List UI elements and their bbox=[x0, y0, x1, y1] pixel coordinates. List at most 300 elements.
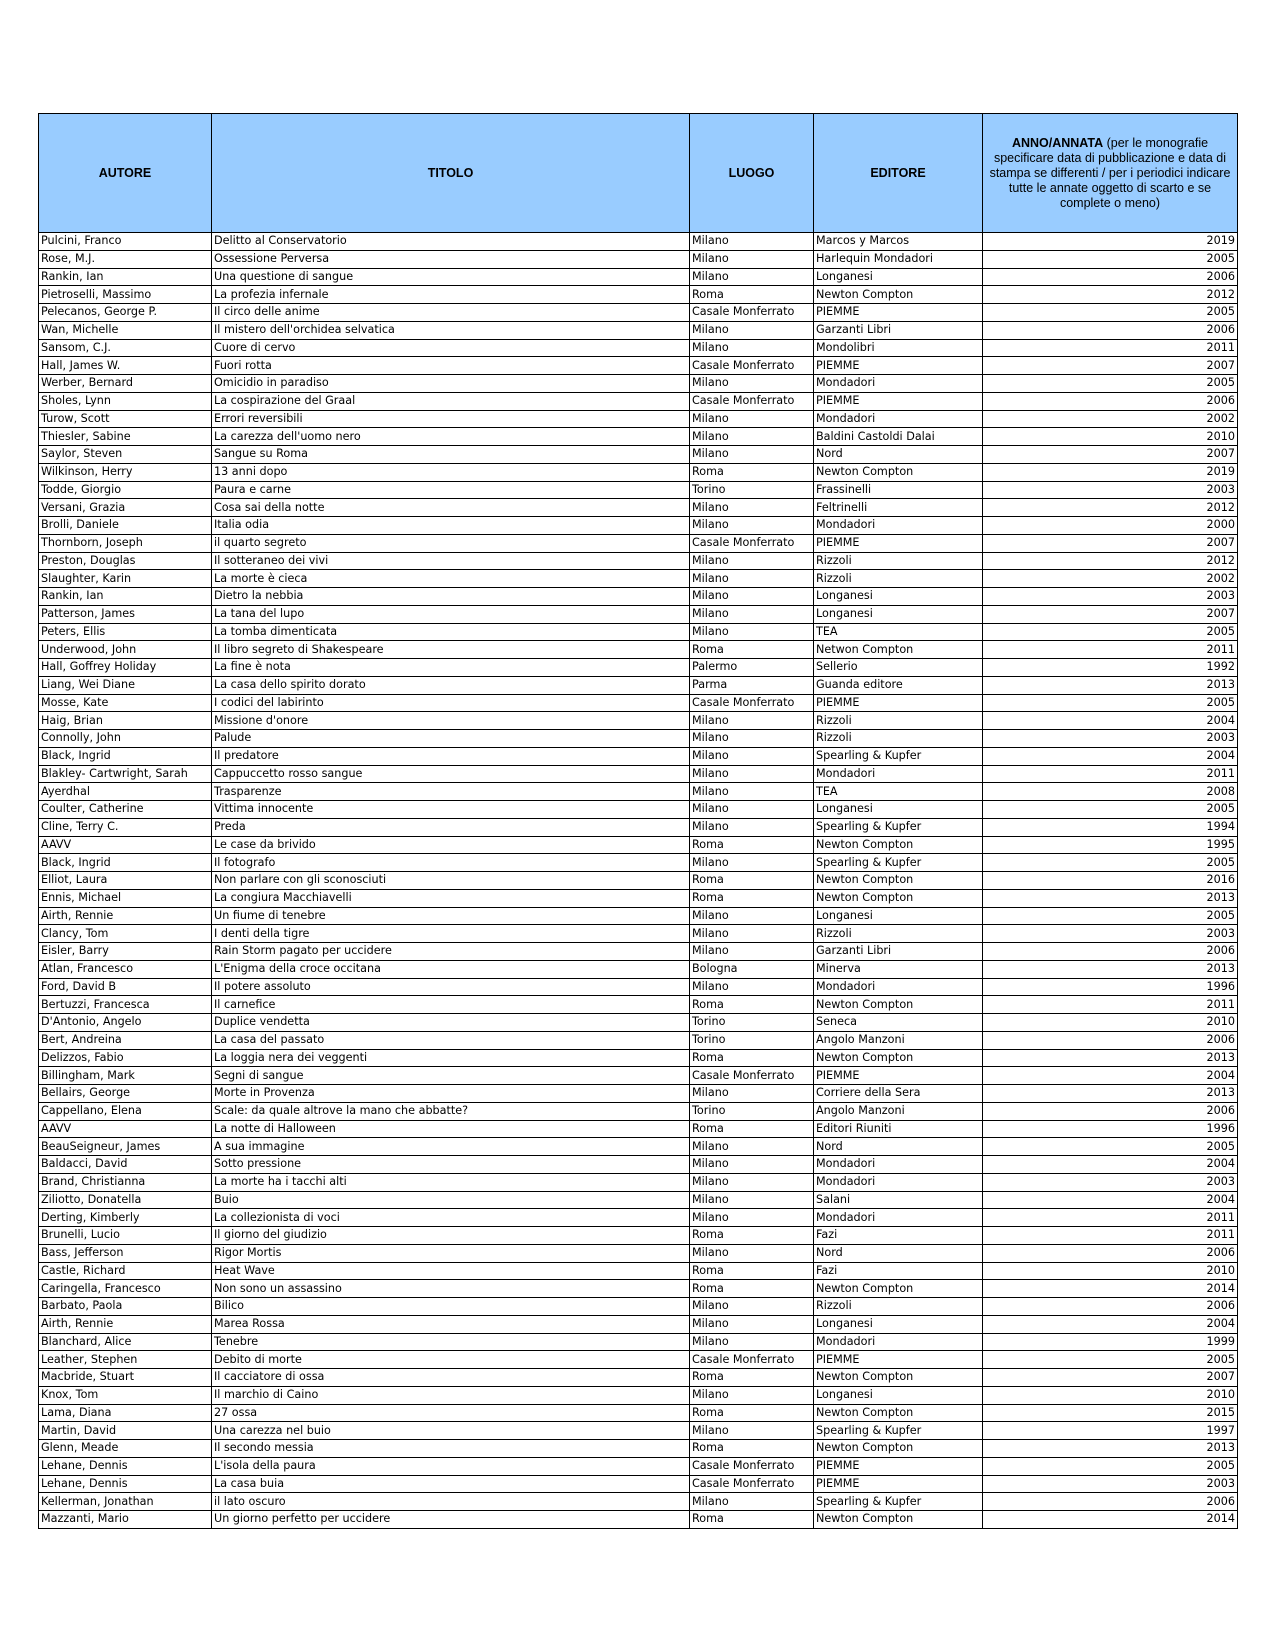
cell-anno: 2015 bbox=[983, 1404, 1238, 1422]
cell-titolo: La notte di Halloween bbox=[212, 1120, 690, 1138]
table-row bbox=[39, 1440, 1238, 1458]
cell-editore: Longanesi bbox=[814, 801, 983, 819]
cell-titolo: Il mistero dell'orchidea selvatica bbox=[212, 321, 690, 339]
cell-luogo: Milano bbox=[690, 1315, 814, 1333]
cell-anno: 2005 bbox=[983, 694, 1238, 712]
cell-autore: Delizzos, Fabio bbox=[39, 1049, 212, 1067]
cell-luogo: Milano bbox=[690, 517, 814, 535]
cell-anno: 2005 bbox=[983, 1351, 1238, 1369]
cell-editore: Minerva bbox=[814, 960, 983, 978]
cell-anno: 2004 bbox=[983, 712, 1238, 730]
table-row bbox=[39, 446, 1238, 464]
cell-anno: 2005 bbox=[983, 250, 1238, 268]
cell-autore: Elliot, Laura bbox=[39, 872, 212, 890]
cell-editore: Marcos y Marcos bbox=[814, 233, 983, 251]
cell-autore: Glenn, Meade bbox=[39, 1440, 212, 1458]
cell-editore: Longanesi bbox=[814, 605, 983, 623]
table-row bbox=[39, 605, 1238, 623]
cell-editore: Spearling & Kupfer bbox=[814, 854, 983, 872]
cell-luogo: Roma bbox=[690, 463, 814, 481]
cell-titolo: Il fotografo bbox=[212, 854, 690, 872]
table-row bbox=[39, 801, 1238, 819]
cell-anno: 2006 bbox=[983, 943, 1238, 961]
table-row bbox=[39, 712, 1238, 730]
cell-luogo: Milano bbox=[690, 907, 814, 925]
cell-autore: Mazzanti, Mario bbox=[39, 1511, 212, 1529]
cell-editore: Mondadori bbox=[814, 1333, 983, 1351]
cell-editore: Rizzoli bbox=[814, 712, 983, 730]
cell-editore: PIEMME bbox=[814, 357, 983, 375]
cell-anno: 2005 bbox=[983, 623, 1238, 641]
cell-luogo: Milano bbox=[690, 978, 814, 996]
cell-editore: Nord bbox=[814, 446, 983, 464]
cell-titolo: Scale: da quale altrove la mano che abbatte? bbox=[212, 1102, 690, 1120]
cell-editore: Newton Compton bbox=[814, 1049, 983, 1067]
cell-anno: 2013 bbox=[983, 1049, 1238, 1067]
cell-titolo: Il circo delle anime bbox=[212, 304, 690, 322]
table-row bbox=[39, 1475, 1238, 1493]
table-row bbox=[39, 410, 1238, 428]
cell-editore: Frassinelli bbox=[814, 481, 983, 499]
cell-luogo: Milano bbox=[690, 1244, 814, 1262]
cell-autore: Baldacci, David bbox=[39, 1156, 212, 1174]
cell-titolo: Cappuccetto rosso sangue bbox=[212, 765, 690, 783]
cell-anno: 2004 bbox=[983, 1067, 1238, 1085]
cell-anno: 2006 bbox=[983, 268, 1238, 286]
cell-editore: Rizzoli bbox=[814, 570, 983, 588]
table-row bbox=[39, 1457, 1238, 1475]
cell-anno: 2000 bbox=[983, 517, 1238, 535]
cell-titolo: La casa buia bbox=[212, 1475, 690, 1493]
cell-editore: Spearling & Kupfer bbox=[814, 818, 983, 836]
cell-titolo: il quarto segreto bbox=[212, 534, 690, 552]
cell-luogo: Milano bbox=[690, 712, 814, 730]
table-row bbox=[39, 304, 1238, 322]
table-row bbox=[39, 1511, 1238, 1529]
cell-titolo: Cuore di cervo bbox=[212, 339, 690, 357]
cell-autore: Martin, David bbox=[39, 1422, 212, 1440]
cell-autore: Blakley- Cartwright, Sarah bbox=[39, 765, 212, 783]
cell-autore: Hall, Goffrey Holiday bbox=[39, 659, 212, 677]
cell-titolo: I denti della tigre bbox=[212, 925, 690, 943]
table-row bbox=[39, 1404, 1238, 1422]
cell-anno: 2014 bbox=[983, 1511, 1238, 1529]
cell-titolo: La fine è nota bbox=[212, 659, 690, 677]
cell-anno: 2011 bbox=[983, 996, 1238, 1014]
cell-titolo: Italia odia bbox=[212, 517, 690, 535]
cell-editore: Rizzoli bbox=[814, 552, 983, 570]
cell-autore: Thiesler, Sabine bbox=[39, 428, 212, 446]
cell-editore: PIEMME bbox=[814, 534, 983, 552]
cell-editore: Mondadori bbox=[814, 410, 983, 428]
cell-autore: Bellairs, George bbox=[39, 1085, 212, 1103]
cell-luogo: Torino bbox=[690, 1102, 814, 1120]
cell-autore: Leather, Stephen bbox=[39, 1351, 212, 1369]
cell-titolo: Bilico bbox=[212, 1298, 690, 1316]
table-row bbox=[39, 996, 1238, 1014]
cell-titolo: La tomba dimenticata bbox=[212, 623, 690, 641]
cell-titolo: il lato oscuro bbox=[212, 1493, 690, 1511]
cell-luogo: Roma bbox=[690, 1227, 814, 1245]
cell-editore: Mondadori bbox=[814, 978, 983, 996]
cell-titolo: Rigor Mortis bbox=[212, 1244, 690, 1262]
cell-anno: 2014 bbox=[983, 1280, 1238, 1298]
cell-luogo: Milano bbox=[690, 623, 814, 641]
cell-autore: Lehane, Dennis bbox=[39, 1457, 212, 1475]
table-row bbox=[39, 1351, 1238, 1369]
table-row bbox=[39, 1102, 1238, 1120]
cell-luogo: Milano bbox=[690, 1173, 814, 1191]
cell-anno: 2013 bbox=[983, 676, 1238, 694]
cell-anno: 2019 bbox=[983, 463, 1238, 481]
cell-editore: Feltrinelli bbox=[814, 499, 983, 517]
cell-autore: Ford, David B bbox=[39, 978, 212, 996]
cell-editore: Spearling & Kupfer bbox=[814, 1422, 983, 1440]
cell-editore: Spearling & Kupfer bbox=[814, 1493, 983, 1511]
cell-editore: Editori Riuniti bbox=[814, 1120, 983, 1138]
table-row bbox=[39, 1120, 1238, 1138]
cell-autore: Bertuzzi, Francesca bbox=[39, 996, 212, 1014]
cell-anno: 2004 bbox=[983, 747, 1238, 765]
table-row bbox=[39, 925, 1238, 943]
table-row bbox=[39, 907, 1238, 925]
cell-titolo: Non parlare con gli sconosciuti bbox=[212, 872, 690, 890]
cell-anno: 1992 bbox=[983, 659, 1238, 677]
cell-luogo: Milano bbox=[690, 1386, 814, 1404]
cell-anno: 2005 bbox=[983, 801, 1238, 819]
cell-anno: 1997 bbox=[983, 1422, 1238, 1440]
cell-luogo: Milano bbox=[690, 1422, 814, 1440]
cell-editore: Longanesi bbox=[814, 1386, 983, 1404]
cell-editore: Newton Compton bbox=[814, 1404, 983, 1422]
cell-titolo: Le case da brivido bbox=[212, 836, 690, 854]
cell-luogo: Roma bbox=[690, 1049, 814, 1067]
table-row bbox=[39, 676, 1238, 694]
cell-editore: PIEMME bbox=[814, 1475, 983, 1493]
cell-editore: Netwon Compton bbox=[814, 641, 983, 659]
cell-editore: Spearling & Kupfer bbox=[814, 747, 983, 765]
cell-anno: 2011 bbox=[983, 339, 1238, 357]
cell-autore: Caringella, Francesco bbox=[39, 1280, 212, 1298]
cell-autore: Ziliotto, Donatella bbox=[39, 1191, 212, 1209]
cell-autore: Kellerman, Jonathan bbox=[39, 1493, 212, 1511]
table-row bbox=[39, 854, 1238, 872]
cell-anno: 2002 bbox=[983, 410, 1238, 428]
cell-titolo: Il libro segreto di Shakespeare bbox=[212, 641, 690, 659]
table-row bbox=[39, 978, 1238, 996]
cell-titolo: Il giorno del giudizio bbox=[212, 1227, 690, 1245]
cell-anno: 2005 bbox=[983, 854, 1238, 872]
cell-autore: Underwood, John bbox=[39, 641, 212, 659]
table-row bbox=[39, 1227, 1238, 1245]
cell-titolo: La morte è cieca bbox=[212, 570, 690, 588]
table-row bbox=[39, 268, 1238, 286]
cell-editore: Newton Compton bbox=[814, 889, 983, 907]
cell-autore: Clancy, Tom bbox=[39, 925, 212, 943]
cell-titolo: Paura e carne bbox=[212, 481, 690, 499]
cell-autore: Pelecanos, George P. bbox=[39, 304, 212, 322]
cell-editore: Newton Compton bbox=[814, 1369, 983, 1387]
cell-autore: BeauSeigneur, James bbox=[39, 1138, 212, 1156]
table-body bbox=[39, 233, 1238, 1529]
cell-luogo: Milano bbox=[690, 765, 814, 783]
cell-titolo: La morte ha i tacchi alti bbox=[212, 1173, 690, 1191]
table-row bbox=[39, 1049, 1238, 1067]
cell-anno: 2004 bbox=[983, 1156, 1238, 1174]
table-row bbox=[39, 943, 1238, 961]
cell-editore: Angolo Manzoni bbox=[814, 1102, 983, 1120]
cell-luogo: Milano bbox=[690, 943, 814, 961]
cell-titolo: Tenebre bbox=[212, 1333, 690, 1351]
cell-editore: Newton Compton bbox=[814, 996, 983, 1014]
cell-luogo: Milano bbox=[690, 747, 814, 765]
table-row bbox=[39, 1156, 1238, 1174]
cell-editore: Angolo Manzoni bbox=[814, 1031, 983, 1049]
cell-autore: Peters, Ellis bbox=[39, 623, 212, 641]
cell-editore: Newton Compton bbox=[814, 463, 983, 481]
cell-autore: Thornborn, Joseph bbox=[39, 534, 212, 552]
cell-luogo: Milano bbox=[690, 410, 814, 428]
cell-editore: Newton Compton bbox=[814, 872, 983, 890]
table-row bbox=[39, 1031, 1238, 1049]
cell-autore: Eisler, Barry bbox=[39, 943, 212, 961]
cell-anno: 2013 bbox=[983, 1440, 1238, 1458]
cell-titolo: Duplice vendetta bbox=[212, 1014, 690, 1032]
table-row bbox=[39, 1209, 1238, 1227]
table-row bbox=[39, 481, 1238, 499]
cell-editore: Newton Compton bbox=[814, 836, 983, 854]
cell-autore: Pulcini, Franco bbox=[39, 233, 212, 251]
cell-luogo: Milano bbox=[690, 730, 814, 748]
cell-anno: 2010 bbox=[983, 1386, 1238, 1404]
table-row bbox=[39, 570, 1238, 588]
table-row bbox=[39, 659, 1238, 677]
cell-editore: Fazi bbox=[814, 1262, 983, 1280]
cell-luogo: Casale Monferrato bbox=[690, 1475, 814, 1493]
cell-luogo: Torino bbox=[690, 481, 814, 499]
cell-luogo: Milano bbox=[690, 605, 814, 623]
cell-anno: 2013 bbox=[983, 1085, 1238, 1103]
cell-anno: 2005 bbox=[983, 375, 1238, 393]
cell-anno: 2003 bbox=[983, 730, 1238, 748]
cell-editore: PIEMME bbox=[814, 304, 983, 322]
cell-editore: PIEMME bbox=[814, 1351, 983, 1369]
cell-titolo: Non sono un assassino bbox=[212, 1280, 690, 1298]
cell-autore: Coulter, Catherine bbox=[39, 801, 212, 819]
cell-luogo: Casale Monferrato bbox=[690, 304, 814, 322]
cell-luogo: Milano bbox=[690, 925, 814, 943]
cell-editore: Mondadori bbox=[814, 1173, 983, 1191]
cell-autore: Saylor, Steven bbox=[39, 446, 212, 464]
cell-luogo: Milano bbox=[690, 570, 814, 588]
cell-editore: TEA bbox=[814, 783, 983, 801]
table-row bbox=[39, 1493, 1238, 1511]
table-row bbox=[39, 321, 1238, 339]
cell-anno: 2007 bbox=[983, 357, 1238, 375]
cell-titolo: A sua immagine bbox=[212, 1138, 690, 1156]
table-row bbox=[39, 783, 1238, 801]
table-row bbox=[39, 1280, 1238, 1298]
table-row bbox=[39, 1333, 1238, 1351]
cell-anno: 2007 bbox=[983, 534, 1238, 552]
cell-editore: Mondadori bbox=[814, 375, 983, 393]
cell-autore: Atlan, Francesco bbox=[39, 960, 212, 978]
cell-titolo: Sotto pressione bbox=[212, 1156, 690, 1174]
table-row bbox=[39, 765, 1238, 783]
cell-anno: 2005 bbox=[983, 1138, 1238, 1156]
cell-anno: 1999 bbox=[983, 1333, 1238, 1351]
cell-autore: Cappellano, Elena bbox=[39, 1102, 212, 1120]
cell-luogo: Milano bbox=[690, 499, 814, 517]
cell-titolo: Missione d'onore bbox=[212, 712, 690, 730]
cell-anno: 2006 bbox=[983, 1244, 1238, 1262]
table-row bbox=[39, 623, 1238, 641]
cell-luogo: Milano bbox=[690, 321, 814, 339]
table-row bbox=[39, 747, 1238, 765]
cell-autore: Cline, Terry C. bbox=[39, 818, 212, 836]
col-header-titolo: TITOLO bbox=[212, 114, 690, 233]
cell-luogo: Milano bbox=[690, 854, 814, 872]
cell-editore: Nord bbox=[814, 1138, 983, 1156]
cell-editore: Nord bbox=[814, 1244, 983, 1262]
cell-autore: Lehane, Dennis bbox=[39, 1475, 212, 1493]
cell-titolo: La loggia nera dei veggenti bbox=[212, 1049, 690, 1067]
cell-autore: Rankin, Ian bbox=[39, 268, 212, 286]
table-row bbox=[39, 872, 1238, 890]
cell-titolo: Il marchio di Caino bbox=[212, 1386, 690, 1404]
table-row bbox=[39, 1191, 1238, 1209]
cell-autore: Wilkinson, Herry bbox=[39, 463, 212, 481]
cell-anno: 2003 bbox=[983, 925, 1238, 943]
cell-anno: 2006 bbox=[983, 1493, 1238, 1511]
cell-anno: 2003 bbox=[983, 588, 1238, 606]
cell-anno: 2016 bbox=[983, 872, 1238, 890]
cell-anno: 2010 bbox=[983, 428, 1238, 446]
cell-luogo: Milano bbox=[690, 552, 814, 570]
cell-titolo: Il potere assoluto bbox=[212, 978, 690, 996]
cell-luogo: Roma bbox=[690, 1511, 814, 1529]
table-row bbox=[39, 463, 1238, 481]
cell-anno: 2012 bbox=[983, 286, 1238, 304]
cell-autore: Slaughter, Karin bbox=[39, 570, 212, 588]
cell-autore: Billingham, Mark bbox=[39, 1067, 212, 1085]
cell-titolo: Il predatore bbox=[212, 747, 690, 765]
cell-anno: 2011 bbox=[983, 1209, 1238, 1227]
cell-anno: 2006 bbox=[983, 392, 1238, 410]
cell-titolo: Una carezza nel buio bbox=[212, 1422, 690, 1440]
cell-editore: Baldini Castoldi Dalai bbox=[814, 428, 983, 446]
cell-autore: Hall, James W. bbox=[39, 357, 212, 375]
cell-luogo: Roma bbox=[690, 1280, 814, 1298]
cell-luogo: Milano bbox=[690, 1493, 814, 1511]
cell-titolo: Palude bbox=[212, 730, 690, 748]
cell-anno: 2006 bbox=[983, 1031, 1238, 1049]
table-row bbox=[39, 1085, 1238, 1103]
cell-luogo: Casale Monferrato bbox=[690, 357, 814, 375]
cell-autore: Liang, Wei Diane bbox=[39, 676, 212, 694]
cell-anno: 2007 bbox=[983, 446, 1238, 464]
cell-titolo: Heat Wave bbox=[212, 1262, 690, 1280]
cell-autore: Versani, Grazia bbox=[39, 499, 212, 517]
cell-editore: Newton Compton bbox=[814, 1511, 983, 1529]
cell-titolo: Debito di morte bbox=[212, 1351, 690, 1369]
cell-luogo: Casale Monferrato bbox=[690, 1457, 814, 1475]
cell-luogo: Parma bbox=[690, 676, 814, 694]
cell-anno: 2012 bbox=[983, 552, 1238, 570]
cell-luogo: Milano bbox=[690, 1191, 814, 1209]
cell-autore: Patterson, James bbox=[39, 605, 212, 623]
cell-anno: 2005 bbox=[983, 1457, 1238, 1475]
cell-titolo: Il carnefice bbox=[212, 996, 690, 1014]
cell-titolo: Ossessione Perversa bbox=[212, 250, 690, 268]
cell-autore: D'Antonio, Angelo bbox=[39, 1014, 212, 1032]
cell-luogo: Roma bbox=[690, 1120, 814, 1138]
table-row bbox=[39, 730, 1238, 748]
cell-autore: Brand, Christianna bbox=[39, 1173, 212, 1191]
cell-autore: Blanchard, Alice bbox=[39, 1333, 212, 1351]
cell-autore: Todde, Giorgio bbox=[39, 481, 212, 499]
cell-luogo: Roma bbox=[690, 872, 814, 890]
cell-titolo: Buio bbox=[212, 1191, 690, 1209]
table-row bbox=[39, 392, 1238, 410]
cell-luogo: Milano bbox=[690, 588, 814, 606]
cell-titolo: Cosa sai della notte bbox=[212, 499, 690, 517]
table-row bbox=[39, 1315, 1238, 1333]
cell-luogo: Milano bbox=[690, 1298, 814, 1316]
table-row bbox=[39, 428, 1238, 446]
col-header-autore: AUTORE bbox=[39, 114, 212, 233]
table-row bbox=[39, 1369, 1238, 1387]
cell-luogo: Casale Monferrato bbox=[690, 534, 814, 552]
cell-autore: Lama, Diana bbox=[39, 1404, 212, 1422]
cell-titolo: La carezza dell'uomo nero bbox=[212, 428, 690, 446]
cell-autore: Castle, Richard bbox=[39, 1262, 212, 1280]
cell-titolo: Un giorno perfetto per uccidere bbox=[212, 1511, 690, 1529]
cell-anno: 2005 bbox=[983, 907, 1238, 925]
table-row bbox=[39, 250, 1238, 268]
cell-editore: Newton Compton bbox=[814, 286, 983, 304]
table-row bbox=[39, 1014, 1238, 1032]
cell-luogo: Milano bbox=[690, 1138, 814, 1156]
cell-anno: 2006 bbox=[983, 1298, 1238, 1316]
cell-editore: PIEMME bbox=[814, 392, 983, 410]
cell-luogo: Milano bbox=[690, 1085, 814, 1103]
cell-editore: Salani bbox=[814, 1191, 983, 1209]
table-row bbox=[39, 499, 1238, 517]
cell-titolo: Delitto al Conservatorio bbox=[212, 233, 690, 251]
cell-autore: Mosse, Kate bbox=[39, 694, 212, 712]
col-header-anno bbox=[983, 114, 1238, 233]
cell-titolo: Un fiume di tenebre bbox=[212, 907, 690, 925]
cell-luogo: Roma bbox=[690, 641, 814, 659]
cell-anno: 2007 bbox=[983, 1369, 1238, 1387]
cell-autore: Connolly, John bbox=[39, 730, 212, 748]
cell-anno: 2006 bbox=[983, 321, 1238, 339]
cell-luogo: Casale Monferrato bbox=[690, 1067, 814, 1085]
table-row bbox=[39, 1298, 1238, 1316]
cell-luogo: Casale Monferrato bbox=[690, 392, 814, 410]
cell-autore: Derting, Kimberly bbox=[39, 1209, 212, 1227]
cell-autore: Ayerdhal bbox=[39, 783, 212, 801]
cell-anno: 2006 bbox=[983, 1102, 1238, 1120]
cell-luogo: Milano bbox=[690, 268, 814, 286]
cell-titolo: La collezionista di voci bbox=[212, 1209, 690, 1227]
table-row bbox=[39, 534, 1238, 552]
cell-autore: Black, Ingrid bbox=[39, 747, 212, 765]
table-row bbox=[39, 1138, 1238, 1156]
table-row bbox=[39, 960, 1238, 978]
cell-anno: 2004 bbox=[983, 1315, 1238, 1333]
